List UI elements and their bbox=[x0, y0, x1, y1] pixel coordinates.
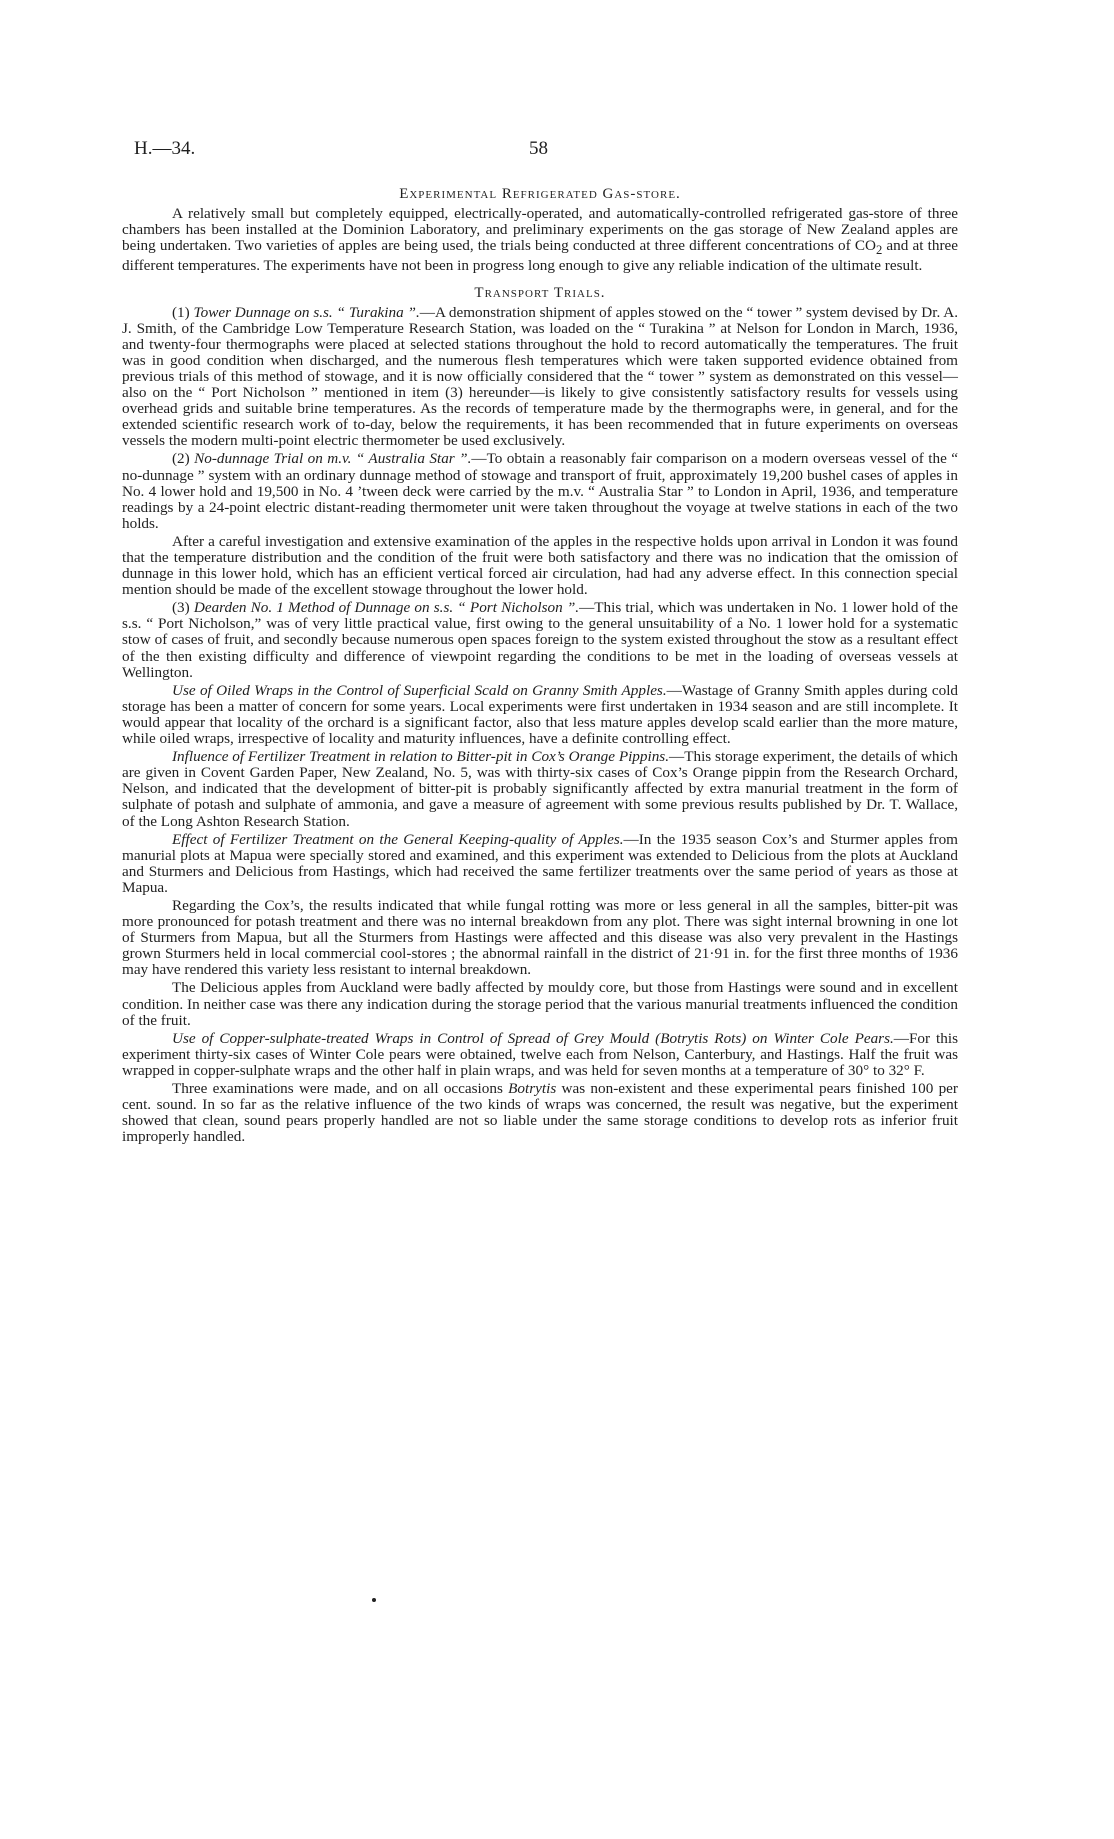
paragraph-cox-results: Regarding the Cox’s, the results indicated that while fungal rotting was more or less general in all the samples, bitter-pit was more pronounced for potash treatment and there was no internal breakdown from any plot. There was sight internal browning in one lot of Sturmers from Mapua, but all the Sturmers from Hastings were affected and this disease was also very prevalent in the Hastings grown Sturmers held in local commercial cool-stores ; the abnormal rainfall in the district of 21·91 in. for the first three months of 1936 may have rendered this variety less resistant to internal breakdown. bbox=[122, 896, 958, 979]
item-number-1: (1) bbox=[172, 303, 194, 321]
bitter-pit-title: Influence of Fertilizer Treatment in relation to Bitter-pit in Cox’s Orange Pippins. bbox=[172, 748, 670, 766]
keeping-quality-text: —In the 1935 season Cox’s and Sturmer apples from manurial plots at Mapua were specially stored and examined, and this experiment was extended to Delicious from the plots at Auckland and Sturmers and Delicious from Hastings, which had received the same fertilizer treatments over the same period of years as those at Mapua. bbox=[122, 830, 958, 896]
gas-store-text-b: and at three different temperatures. The experiments have not been in progress long enough to give any reliable indication of the ultimate result. bbox=[122, 237, 958, 275]
keeping-quality-title: Effect of Fertilizer Treatment on the General Keeping-quality of Apples. bbox=[172, 830, 624, 848]
dearden-text: —This trial, which was undertaken in No. 1 lower hold of the s.s. “ Port Nicholson,” was of very little practical value, first owing to the general unsuitability of a No. 1 lower hold for a systematic stow of cases of fruit, and secondly because numerous open spaces foreign to the system existed throughout the stow as a resultant effect of the then existing difficulty and difference of viewpoint regarding the conditions to be met in the loading of overseas vessels at Wellington. bbox=[122, 599, 959, 681]
paragraph-bitter-pit bbox=[122, 749, 958, 829]
paragraph-tower-dunnage bbox=[122, 305, 958, 450]
item-number-2: (2) bbox=[172, 450, 195, 468]
paragraph-keeping-quality bbox=[122, 832, 958, 896]
page-header bbox=[134, 138, 984, 162]
page-number: 58 bbox=[529, 138, 548, 159]
oiled-wraps-text: —Wastage of Granny Smith apples during cold storage has been a matter of concern for some years. Local experiments were first undertaken in 1934 season and are still incomplete. It would appear that locality of the orchard is a significant factor, also that less mature apples develop scald earlier than the more mature, while oiled wraps, irrespective of locality and maturity influences, have a definite controlling effect. bbox=[122, 681, 959, 748]
paragraph-no-dunnage-results: After a careful investigation and extensive examination of the apples in the respective holds upon arrival in London it was found that the temperature distribution and the condition of the fruit were both satisfactory and there was no indication that the omission of dunnage in this lower hold, which has an efficient vertical forced air circulation, had had any adverse effect. In this connection special mention should be made of the excellent stowage throughout the lower hold. bbox=[122, 532, 958, 599]
report-reference: H.—34. bbox=[134, 138, 196, 159]
copper-sulphate-text: —For this experiment thirty-six cases of Winter Cole pears were obtained, twelve each from Nelson, Canterbury, and Hastings. Half the fruit was wrapped in copper-sulphate wraps and the other half in plain wraps, and was held for seven months at a temperature of 30° to 32° F. bbox=[122, 1029, 958, 1079]
bitter-pit-text: —This storage experiment, the details of which are given in Covent Garden Paper, New Zealand, No. 5, was with thirty-six cases of Cox’s Orange pippin from the Research Orchard, Nelson, and indicated that the development of bitter-pit is probably significantly affected by extra manurial treatment in the form of sulphate of potash and sulphate of ammonia, and gave a measure of agreement with some previous results published by Dr. T. Wallace, of the Long Ashton Research Station. bbox=[122, 748, 959, 830]
dearden-title: Dearden No. 1 Method of Dunnage on s.s. “ Port Nicholson ”. bbox=[193, 599, 580, 617]
tower-dunnage-title: Tower Dunnage on s.s. “ Turakina ”. bbox=[193, 303, 420, 321]
oiled-wraps-title: Use of Oiled Wraps in the Control of Superficial Scald on Granny Smith Apples. bbox=[172, 681, 667, 699]
paragraph-pear-examinations bbox=[122, 1081, 958, 1145]
pear-text-b: was non-existent and these experimental pears finished 100 per cent. sound. In so far as the relative influence of the two kinds of wraps was concerned, the result was negative, but the experiment showed that clean, sound pears properly handled are not so liable under the same storage conditions to develop rots as inferior fruit improperly handled. bbox=[122, 1080, 958, 1146]
paragraph-oiled-wraps bbox=[122, 683, 958, 747]
paragraph-delicious-results: The Delicious apples from Auckland were badly affected by mouldy core, but those from Hastings were sound and in excellent condition. In neither case was there any indication during the storage period that the various manurial treatments influenced the condition of the fruit. bbox=[122, 979, 958, 1029]
print-speck bbox=[372, 1598, 376, 1602]
botrytis-word: Botrytis bbox=[508, 1080, 557, 1097]
paragraph-copper-sulphate bbox=[122, 1031, 958, 1079]
item-number-3: (3) bbox=[172, 599, 194, 617]
no-dunnage-title: No-dunnage Trial on m.v. “ Australia Star ”. bbox=[194, 450, 472, 468]
page-body bbox=[122, 186, 958, 1147]
tower-dunnage-text: —A demonstration shipment of apples stowed on the “ tower ” system devised by Dr. A. J. Smith, of the Cambridge Low Temperature Research Station, was loaded on the “ Turakina ” at Nelson for London in March, 1936, and twenty-four thermographs were placed at selected stations throughout the hold to record automatically the temperatures. The fruit was in good condition when discharged, and the numerous flesh temperatures which were taken supported evidence obtained from previous trials of this method of stowage, and it is now officially considered that the “ tower ” system as demonstrated on this vessel—also on the “ Port Nicholson ” mentioned in item (3) hereunder—is likely to give consistently satisfactory results for vessels using overhead grids and suitable brine temperatures. As the records of temperature made by the thermographs were, in general, and for the extended scientific research work of to-day, below the requirements, it has been recommended that in future experiments on overseas vessels the modern multi-point electric thermometer be used exclusively. bbox=[122, 303, 959, 450]
section-heading-gas-store: Experimental Refrigerated Gas-store. bbox=[399, 186, 681, 202]
co2-subscript: 2 bbox=[875, 243, 883, 258]
no-dunnage-text: —To obtain a reasonably fair comparison on a modern overseas vessel of the “ no-dunnage ” system with an ordinary dunnage method of stowage and transport of fruit, approximately 19,200 bushel cases of apples in No. 4 lower hold and 19,500 in No. 4 ’tween deck were carried by the m.v. “ Australia Star ” to London in April, 1936, and temperature readings by a 24-point electric distant-reading thermometer unit were taken throughout the voyage at twelve stations in each of the two holds. bbox=[122, 450, 958, 532]
paragraph-dearden bbox=[122, 600, 958, 680]
copper-sulphate-title: Use of Copper-sulphate-treated Wraps in Control of Spread of Grey Mould (Botrytis Rots) on Winter Cole Pears. bbox=[172, 1029, 894, 1047]
paragraph-no-dunnage bbox=[122, 451, 958, 531]
pear-text-a: Three examinations were made, and on all occasions bbox=[172, 1080, 509, 1097]
section-heading-transport: Transport Trials. bbox=[474, 284, 606, 301]
paragraph-gas-store bbox=[122, 206, 958, 274]
gas-store-text-a: A relatively small but completely equipped, electrically-operated, and automatically-controlled refrigerated gas-store of three chambers has been installed at the Dominion Laboratory, and preliminary experiments on the gas storage of New Zealand apples are being undertaken. Two varieties of apples are being used, the trials being conducted at three different concentrations of CO bbox=[122, 205, 958, 255]
